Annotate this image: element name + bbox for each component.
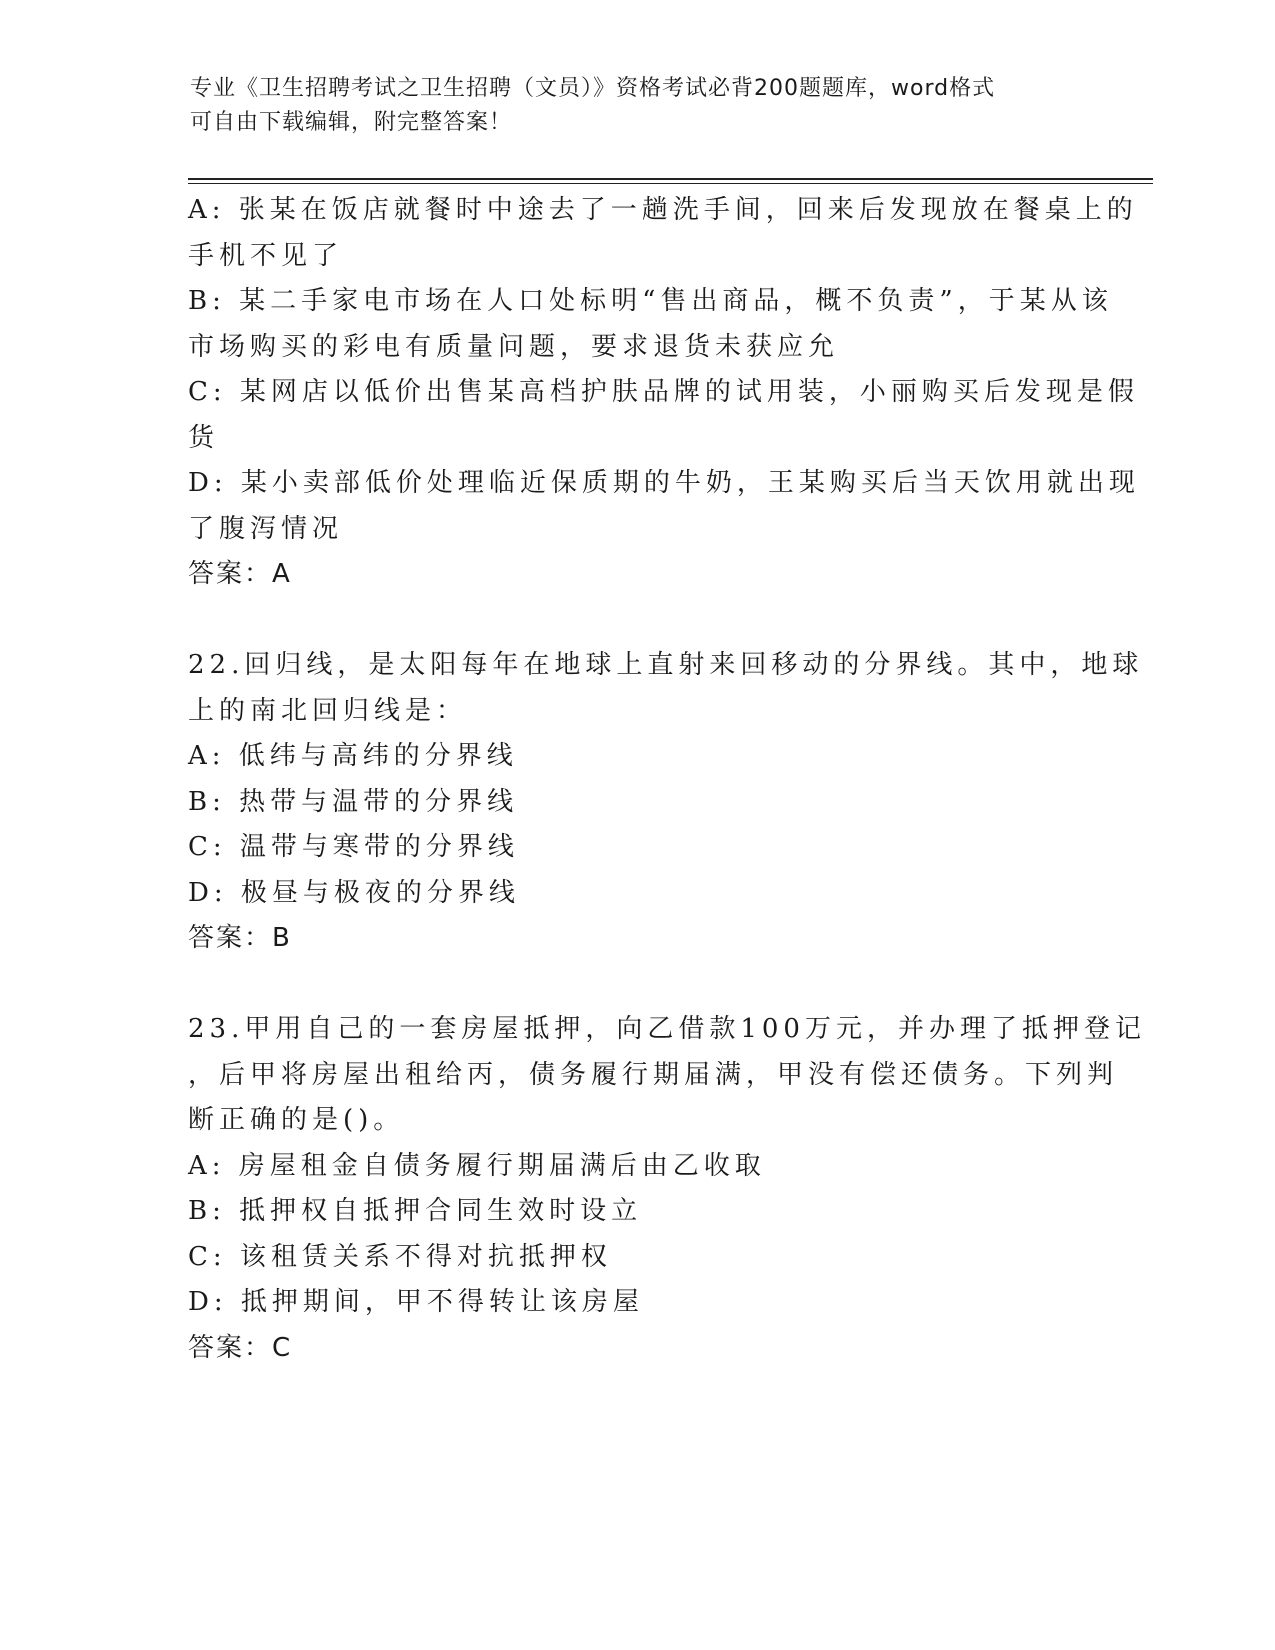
- q21-option-d-line2: 了腹泻情况: [188, 513, 344, 544]
- header-line-2: 可自由下载编辑，附完整答案！: [190, 110, 513, 135]
- q23-option-d: D: 抵押期间，甲不得转让该房屋: [188, 1287, 644, 1317]
- q23-option-c: C: 该租赁关系不得对抗抵押权: [188, 1241, 612, 1272]
- q21-option-b-line2: 市场购买的彩电有质量问题，要求退货未获应允: [188, 331, 840, 362]
- q22-option-c: C: 温带与寒带的分界线: [188, 832, 519, 862]
- q23-stem-line1: 23.甲用自己的一套房屋抵押，向乙借款100万元，并办理了抵押登记: [188, 1014, 1146, 1044]
- q21-option-c-line1: C: 某网店以低价出售某高档护肤品牌的试用装，小丽购买后发现是假: [188, 377, 1139, 407]
- q23-option-b: B: 抵押权自抵押合同生效时设立: [188, 1196, 643, 1226]
- q21-option-a-line1: A: 张某在饭店就餐时中途去了一趟洗手间，回来后发现放在餐桌上的: [188, 195, 1138, 225]
- q22-stem-line1: 22.回归线，是太阳每年在地球上直射来回移动的分界线。其中，地球: [188, 650, 1144, 680]
- q21-option-c-line2: 货: [188, 422, 220, 453]
- question-23: [188, 1007, 1146, 1371]
- q22-answer: 答案：B: [188, 923, 292, 953]
- header-rule-thin: [188, 183, 1153, 184]
- document-body: [188, 188, 1146, 1371]
- header-rule-thick: [188, 178, 1153, 180]
- q23-answer: 答案：C: [188, 1332, 293, 1363]
- q21-option-d-line1: D: 某小卖部低价处理临近保质期的牛奶，王某购买后当天饮用就出现: [188, 468, 1140, 498]
- q22-option-a: A: 低纬与高纬的分界线: [188, 741, 518, 771]
- q22-option-d: D: 极昼与极夜的分界线: [188, 877, 520, 908]
- q23-stem-line2: ，后甲将房屋出租给丙，债务履行期届满，甲没有偿还债务。下列判: [188, 1059, 1119, 1090]
- q23-option-a: A: 房屋租金自债务履行期届满后由乙收取: [188, 1150, 766, 1181]
- q23-stem-line3: 断正确的是()。: [188, 1105, 405, 1135]
- q21-option-a-line2: 手机不见了: [188, 240, 344, 271]
- spacer: [188, 598, 1088, 644]
- spacer: [188, 962, 1088, 1008]
- header-line-1: 专业《卫生招聘考试之卫生招聘（文员）》资格考试必背200题题库，word格式: [190, 76, 996, 101]
- q22-option-b: B: 热带与温带的分界线: [188, 786, 519, 817]
- document-header: [190, 72, 1090, 140]
- q22-stem-line2: 上的南北回归线是：: [188, 695, 468, 726]
- question-21-options: [188, 188, 1140, 598]
- q21-option-b-line1: B: 某二手家电市场在人口处标明“售出商品，概不负责”，于某从该: [188, 286, 1113, 316]
- question-22: [188, 643, 1144, 962]
- q21-answer: 答案：A: [188, 559, 292, 589]
